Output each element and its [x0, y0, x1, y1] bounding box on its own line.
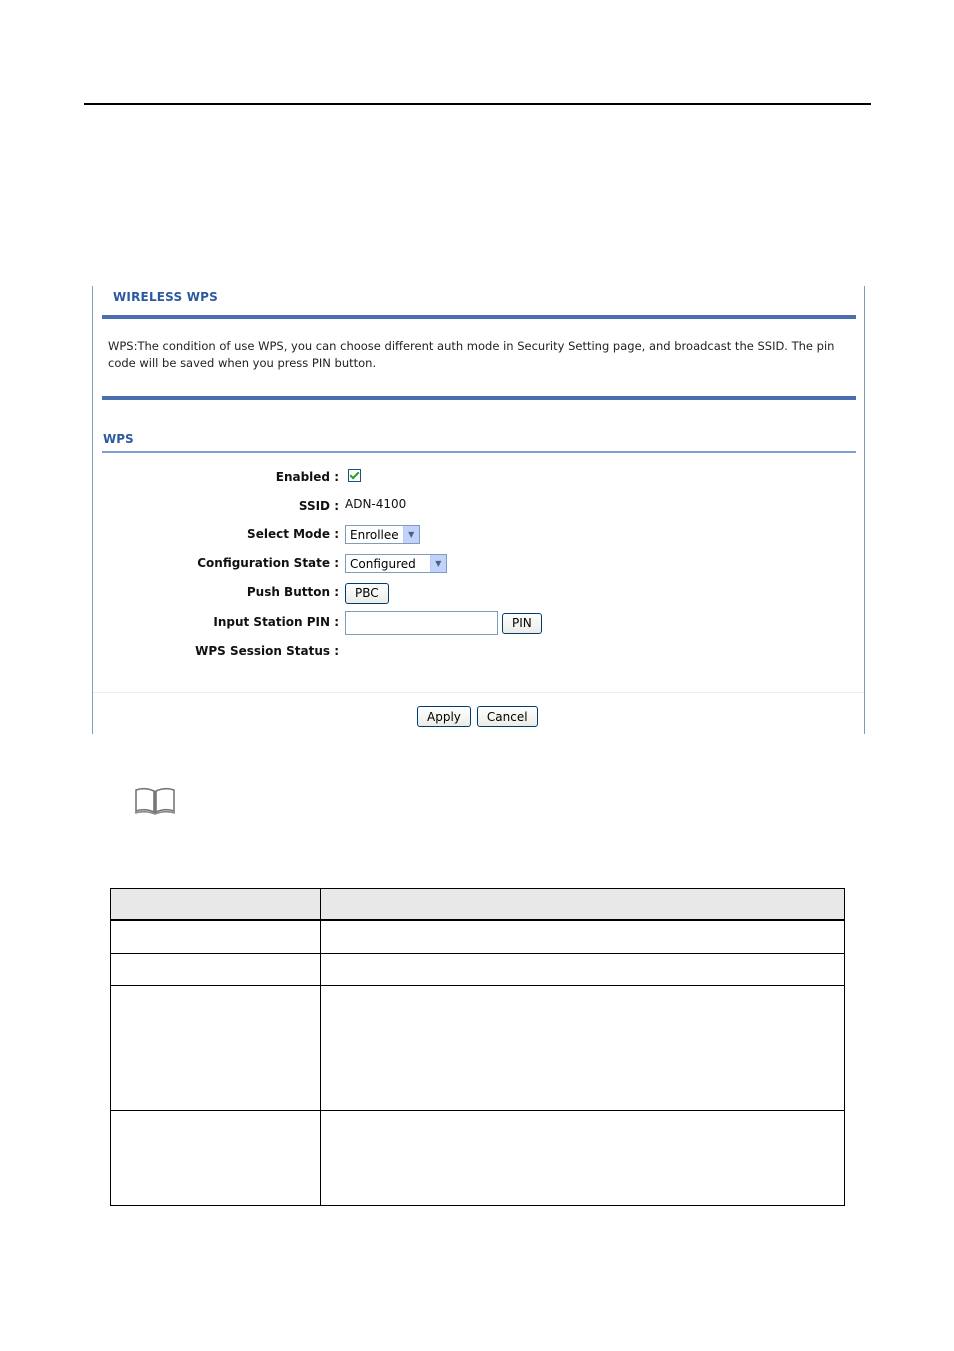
select-mode-label: Select Mode :	[247, 527, 339, 541]
config-state-label: Configuration State :	[197, 556, 339, 570]
table-header-cell	[111, 889, 321, 921]
apply-button[interactable]: Apply	[417, 706, 471, 727]
station-pin-input[interactable]	[345, 611, 498, 635]
book-icon	[133, 786, 177, 816]
footer-divider	[93, 692, 864, 693]
cancel-button[interactable]: Cancel	[477, 706, 538, 727]
config-state-value: Configured	[350, 556, 416, 571]
select-mode-row	[93, 522, 863, 546]
form-actions	[417, 706, 538, 727]
table-cell	[321, 920, 845, 953]
panel-title: WIRELESS WPS	[113, 290, 218, 304]
session-status-label: WPS Session Status :	[195, 644, 339, 658]
table-header-row	[111, 889, 845, 921]
section-divider	[102, 451, 856, 453]
table-cell	[111, 953, 321, 985]
table-cell	[321, 985, 845, 1110]
table-cell	[321, 953, 845, 985]
table-cell	[111, 1110, 321, 1205]
config-state-dropdown[interactable]	[345, 554, 447, 573]
input-pin-label: Input Station PIN :	[213, 615, 339, 629]
push-button-row	[93, 581, 863, 605]
table-cell	[111, 985, 321, 1110]
section-title-wps: WPS	[103, 432, 134, 446]
ssid-label: SSID :	[298, 499, 339, 513]
config-state-row	[93, 551, 863, 575]
parameter-table	[110, 888, 845, 1206]
ssid-value: ADN-4100	[345, 497, 407, 511]
table-row	[111, 953, 845, 985]
wireless-wps-panel	[92, 286, 865, 734]
enabled-row	[93, 466, 863, 490]
enabled-label: Enabled :	[275, 470, 339, 484]
input-pin-row	[93, 611, 863, 635]
wps-description: WPS:The condition of use WPS, you can choose different auth mode in Security Setting page, and broadcast the SSID. The pin code will be saved when you press PIN button.	[108, 339, 835, 370]
push-button-label: Push Button :	[246, 585, 339, 599]
chevron-down-icon: ▼	[430, 555, 446, 572]
enabled-checkbox[interactable]	[348, 469, 361, 482]
table-cell	[111, 920, 321, 953]
pin-button[interactable]: PIN	[502, 613, 542, 634]
pbc-button[interactable]: PBC	[345, 583, 389, 604]
table-row	[111, 920, 845, 953]
table-cell	[321, 1110, 845, 1205]
page-top-rule	[84, 103, 871, 105]
table-row	[111, 1110, 845, 1205]
table-header-cell	[321, 889, 845, 921]
select-mode-value: Enrollee	[350, 527, 399, 542]
table-row	[111, 985, 845, 1110]
chevron-down-icon: ▼	[403, 526, 419, 543]
session-status-row	[93, 640, 863, 664]
select-mode-dropdown[interactable]	[345, 525, 420, 544]
description-divider	[102, 396, 856, 400]
title-divider	[102, 315, 856, 319]
ssid-row	[93, 495, 863, 519]
